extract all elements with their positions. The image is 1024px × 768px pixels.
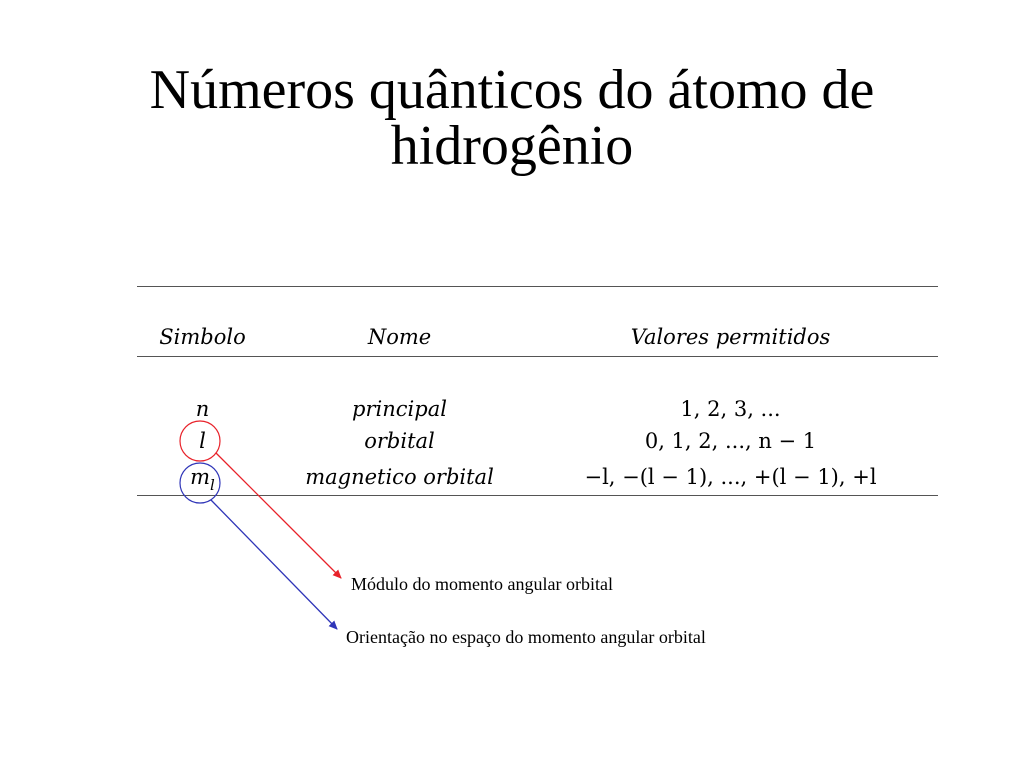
row-ml-values: −l, −(l − 1), ..., +(l − 1), +l <box>584 465 877 489</box>
symbol-text: n <box>195 397 210 421</box>
header-symbol: Simbolo <box>159 325 246 349</box>
red-arrow <box>216 453 341 578</box>
blue-circle-marker <box>180 463 220 503</box>
symbol-text: l <box>199 429 206 453</box>
header-name: Nome <box>367 325 432 349</box>
red-circle-marker <box>180 421 220 461</box>
symbol-subscript: l <box>210 476 215 494</box>
row-n-values: 1, 2, 3, ... <box>680 397 781 421</box>
slide-title-line-2: hidrogênio <box>390 115 634 177</box>
annotation-blue: Orientação no espaço do momento angular orbital <box>346 627 706 647</box>
blue-arrow <box>211 500 337 629</box>
row-ml-name: magnetico orbital <box>305 465 494 489</box>
header-values: Valores permitidos <box>630 325 831 349</box>
symbol-text: m <box>190 465 211 489</box>
annotation-red: Módulo do momento angular orbital <box>351 574 613 594</box>
row-l-name: orbital <box>364 429 435 453</box>
row-l-values: 0, 1, 2, ..., n − 1 <box>644 429 817 453</box>
row-n-name: principal <box>352 397 447 421</box>
slide-title-line-1: Números quânticos do átomo de <box>149 59 875 121</box>
